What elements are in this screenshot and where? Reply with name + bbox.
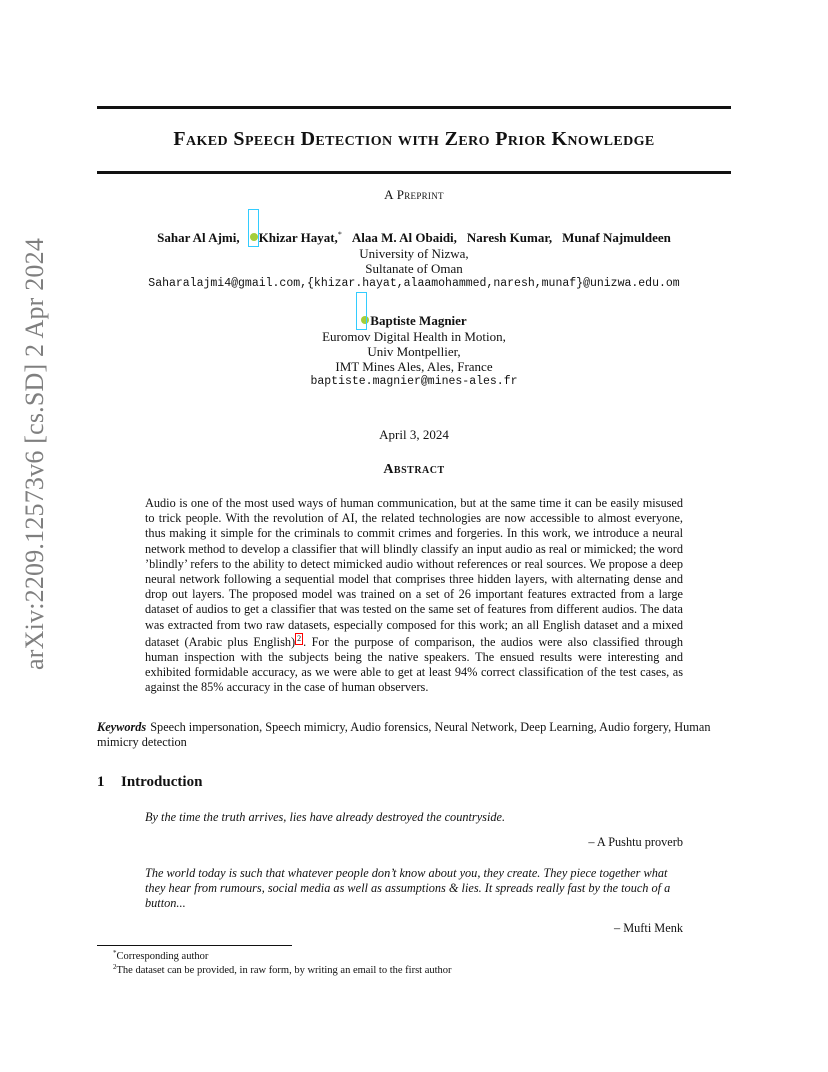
- author-name: Khizar Hayat,: [258, 230, 338, 245]
- footnote-text: The dataset can be provided, in raw form, by writing an email to the first author: [116, 965, 452, 976]
- abstract-text: [145, 496, 683, 696]
- keywords: [97, 720, 731, 750]
- footnote-mark: *: [113, 949, 117, 957]
- paper-date: April 3, 2024: [379, 427, 449, 442]
- epigraph-quote: By the time the truth arrives, lies have already destroyed the countryside.: [145, 810, 506, 824]
- affiliation-country: Sultanate of Oman: [365, 261, 463, 276]
- keywords-text: Speech impersonation, Speech mimicry, Audio forensics, Neural Network, Deep Learning, Audio forgery, Human mimicry detection: [97, 720, 711, 750]
- author-list: [97, 230, 731, 246]
- section-heading: [97, 774, 202, 791]
- section-number: 1: [97, 774, 105, 790]
- epigraph-quote: The world today is such that whatever people don’t know about you, they create. They piece together what they hear from rumours, social media as well as assumptions & lies. It spreads really fast by the touch of a button...: [145, 866, 671, 911]
- author-name: Sahar Al Ajmi,: [157, 230, 240, 245]
- abstract-body: Audio is one of the most used ways of human communication, but at the same time it can be easily misused to trick people. With the revolution of AI, the related technologies are now accessible to almost everyone, thus making it simple for the criminals to commit crimes and forgeries. In this work, we introduce a neural network method to develop a classifier that will blindly classify an input audio as real or mimicked; the word ’blindly’ refers to the ability to detect mimicked audio without references or real sources. We propose a deep neural network following a sequential model that comprises three hidden layers, with alternating dense and drop out layers. The proposed model was trained on a set of 26 important features extracted from a large dataset of audios to get a classifier that was tested on the same set of features from different audios. The data was extracted from two raw datasets, especially composed for this work; an all English dataset and a mixed dataset (Arabic plus English): [145, 496, 683, 649]
- author-emails: Saharalajmi4@gmail.com,{khizar.hayat,alaamohammed,naresh,munaf}@unizwa.edu.om: [148, 277, 680, 290]
- epigraph-attribution: – A Pushtu proverb: [588, 835, 683, 849]
- affiliation-university: University of Nizwa,: [359, 246, 469, 261]
- title-bottom-rule: [97, 171, 731, 174]
- author-name: Baptiste Magnier: [370, 313, 467, 328]
- footnote: [113, 963, 452, 976]
- arxiv-identifier: arXiv:2209.12573v6 [cs.SD] 2 Apr 2024: [20, 237, 49, 670]
- footnote-rule: [97, 945, 292, 946]
- epigraph-attribution: – Mufti Menk: [614, 921, 683, 935]
- author-name: Naresh Kumar,: [466, 230, 553, 245]
- affiliation-school: IMT Mines Ales, Ales, France: [335, 359, 493, 374]
- footnote-link[interactable]: 2: [297, 633, 302, 643]
- abstract-body-continued: . For the purpose of comparison, the audios were also classified through human inspection with the subjects being the native speakers. The ensued results were interesting and exhibited formidable accuracy, as we were able to get at least 94% correct classification of the test cases, as against the 85% accuracy in the case of human observers.: [145, 634, 683, 695]
- paper-title: Faked Speech Detection with Zero Prior Knowledge: [173, 128, 655, 150]
- corresponding-mark[interactable]: *: [337, 230, 342, 239]
- second-author: [97, 313, 731, 329]
- footnote: [113, 949, 208, 962]
- keywords-label: Keywords: [97, 720, 147, 734]
- affiliation-lab: Euromov Digital Health in Motion,: [322, 329, 506, 344]
- title-top-rule: [97, 106, 731, 109]
- section-title: Introduction: [121, 774, 203, 790]
- footnote-mark: 2: [113, 963, 117, 971]
- orcid-link-box[interactable]: [356, 292, 367, 330]
- footnote-text: Corresponding author: [116, 951, 209, 962]
- affiliation-university: Univ Montpellier,: [367, 344, 461, 359]
- orcid-link-box[interactable]: [248, 209, 259, 247]
- preprint-label: A Preprint: [384, 187, 444, 202]
- abstract-heading: Abstract: [383, 462, 445, 477]
- author-name: Munaf Najmuldeen: [562, 230, 671, 245]
- author-email: baptiste.magnier@mines-ales.fr: [310, 375, 518, 388]
- author-name: Alaa M. Al Obaidi,: [351, 230, 457, 245]
